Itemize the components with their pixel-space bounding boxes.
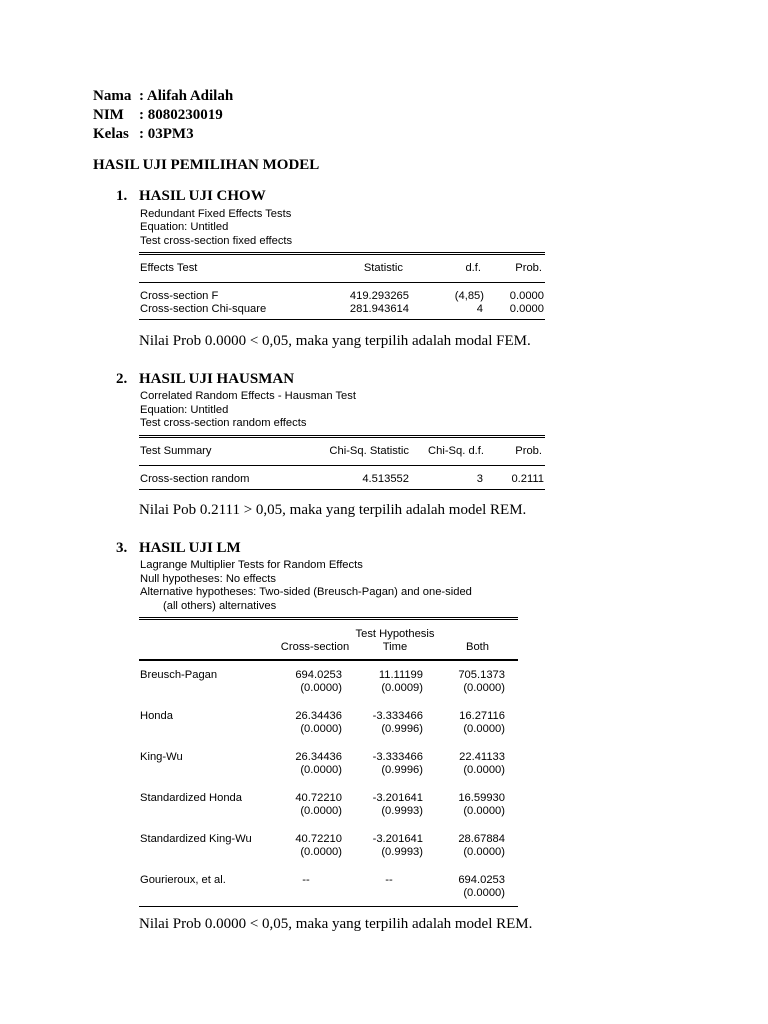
lm-row-value: -3.333466 [372,710,423,722]
hausman-table-top-rule [139,435,545,438]
nim-value: : 8080230019 [139,107,223,123]
chow-bottom-rule [139,319,545,320]
chow-col-statistic: Statistic [363,262,403,274]
hausman-row-1-statistic: 4.513552 [362,473,409,485]
lm-row-prob: (0.9996) [381,723,423,735]
name-value: : Alifah Adilah [139,88,234,104]
chow-row-1-df: (4,85) [454,290,484,302]
lm-desc-4: (all others) alternatives [163,600,277,612]
hausman-desc-1: Correlated Random Effects - Hausman Test [140,390,356,402]
lm-row-value: 40.72210 [295,833,342,845]
lm-row-label: Gourieroux, et al. [140,874,226,886]
lm-table-top-rule [139,617,518,620]
lm-row-prob: (0.0000) [463,723,505,735]
chow-conclusion: Nilai Prob 0.0000 < 0,05, maka yang terpilih adalah modal FEM. [139,333,531,349]
lm-row-prob: (0.0000) [300,846,342,858]
hausman-desc-3: Test cross-section random effects [140,417,307,429]
lm-heading: HASIL UJI LM [139,540,241,556]
lm-row-value: -3.333466 [372,751,423,763]
lm-desc-1: Lagrange Multiplier Tests for Random Effects [140,559,363,571]
lm-bottom-rule [139,906,518,907]
chow-row-1-prob: 0.0000 [509,290,544,302]
lm-row-prob: (0.0000) [463,682,505,694]
lm-row-prob: (0.0000) [300,764,342,776]
lm-row-prob: (0.0000) [463,764,505,776]
lm-row-value: 16.27116 [459,710,505,722]
lm-row-value: 26.34436 [295,710,342,722]
hausman-desc-2: Equation: Untitled [140,404,229,416]
lm-row-value: 22.41133 [459,751,505,763]
hausman-col-chisq-stat: Chi-Sq. Statistic [329,445,409,457]
lm-desc-3: Alternative hypotheses: Two-sided (Breusch-Pagan) and one-sided [140,586,472,598]
lm-row-value: 694.0253 [295,669,342,681]
page-title: HASIL UJI PEMILIHAN MODEL [93,157,320,173]
lm-col-time: Time [382,641,408,653]
chow-col-effects: Effects Test [140,262,198,274]
chow-heading: HASIL UJI CHOW [139,188,266,204]
chow-desc-2: Equation: Untitled [140,221,229,233]
lm-row-value: 11.11199 [378,669,423,681]
lm-row-value: -3.201641 [372,833,423,845]
lm-row-prob: (0.0000) [300,723,342,735]
hausman-number: 2. [116,371,128,387]
chow-number: 1. [116,188,128,204]
lm-row-value: 40.72210 [295,792,342,804]
lm-row-prob: (0.9996) [381,764,423,776]
lm-row-value: 16.59930 [458,792,505,804]
lm-row-prob: (0.0009) [381,682,423,694]
hausman-header-rule [139,465,545,466]
chow-col-df: d.f. [465,262,481,274]
lm-row-value: -3.201641 [372,792,423,804]
name-label: Nama [93,88,132,104]
lm-row-label: Standardized Honda [140,792,243,804]
hausman-conclusion: Nilai Pob 0.2111 > 0,05, maka yang terpilih adalah model REM. [139,502,527,518]
hausman-col-chisq-df: Chi-Sq. d.f. [428,445,484,457]
lm-desc-2: Null hypotheses: No effects [140,573,276,585]
lm-row-label: Standardized King-Wu [140,833,252,845]
lm-row-prob: (0.0000) [300,682,342,694]
lm-row-value: 694.0253 [458,874,505,886]
chow-row-1-statistic: 419.293265 [349,290,409,302]
lm-row-label: King-Wu [140,751,183,763]
lm-row-prob: (0.0000) [300,805,342,817]
hausman-col-summary: Test Summary [140,445,212,457]
chow-desc-1: Redundant Fixed Effects Tests [140,208,292,220]
lm-row-label: Breusch-Pagan [140,669,218,681]
chow-row-1-label: Cross-section F [140,290,219,302]
class-label: Kelas [93,126,129,142]
chow-col-prob: Prob. [515,262,542,274]
lm-row-prob: (0.0000) [463,805,505,817]
class-value: : 03PM3 [139,126,194,142]
lm-row-prob: (0.0000) [463,887,505,899]
lm-row-prob: (0.9993) [381,846,423,858]
lm-group-header: Test Hypothesis [355,628,435,640]
hausman-heading: HASIL UJI HAUSMAN [139,371,295,387]
hausman-row-1-label: Cross-section random [140,473,250,485]
hausman-row-1-df: 3 [476,473,483,485]
hausman-bottom-rule [139,489,545,490]
chow-desc-3: Test cross-section fixed effects [140,235,293,247]
nim-label: NIM [93,107,124,123]
lm-row-value: -- [385,874,393,886]
lm-col-both: Both [465,641,489,653]
lm-conclusion: Nilai Prob 0.0000 < 0,05, maka yang terpilih adalah model REM. [139,916,533,932]
lm-row-prob: (0.9993) [381,805,423,817]
chow-row-2-label: Cross-section Chi-square [140,303,267,315]
lm-row-value: 26.34436 [295,751,342,763]
chow-row-2-statistic: 281.943614 [349,303,409,315]
lm-col-cross-section: Cross-section [280,641,350,653]
chow-header-rule [139,282,545,283]
chow-row-2-df: 4 [476,303,483,315]
chow-table-top-rule [139,252,545,255]
hausman-col-prob: Prob. [515,445,542,457]
lm-row-label: Honda [140,710,173,722]
lm-header-rule [139,659,518,661]
chow-row-2-prob: 0.0000 [509,303,544,315]
lm-row-value: 705.1373 [458,669,505,681]
lm-row-value: 28.67884 [458,833,505,845]
lm-row-prob: (0.0000) [463,846,505,858]
lm-row-value: -- [302,874,310,886]
hausman-row-1-prob: 0.2111 [511,473,544,485]
lm-number: 3. [116,540,128,556]
